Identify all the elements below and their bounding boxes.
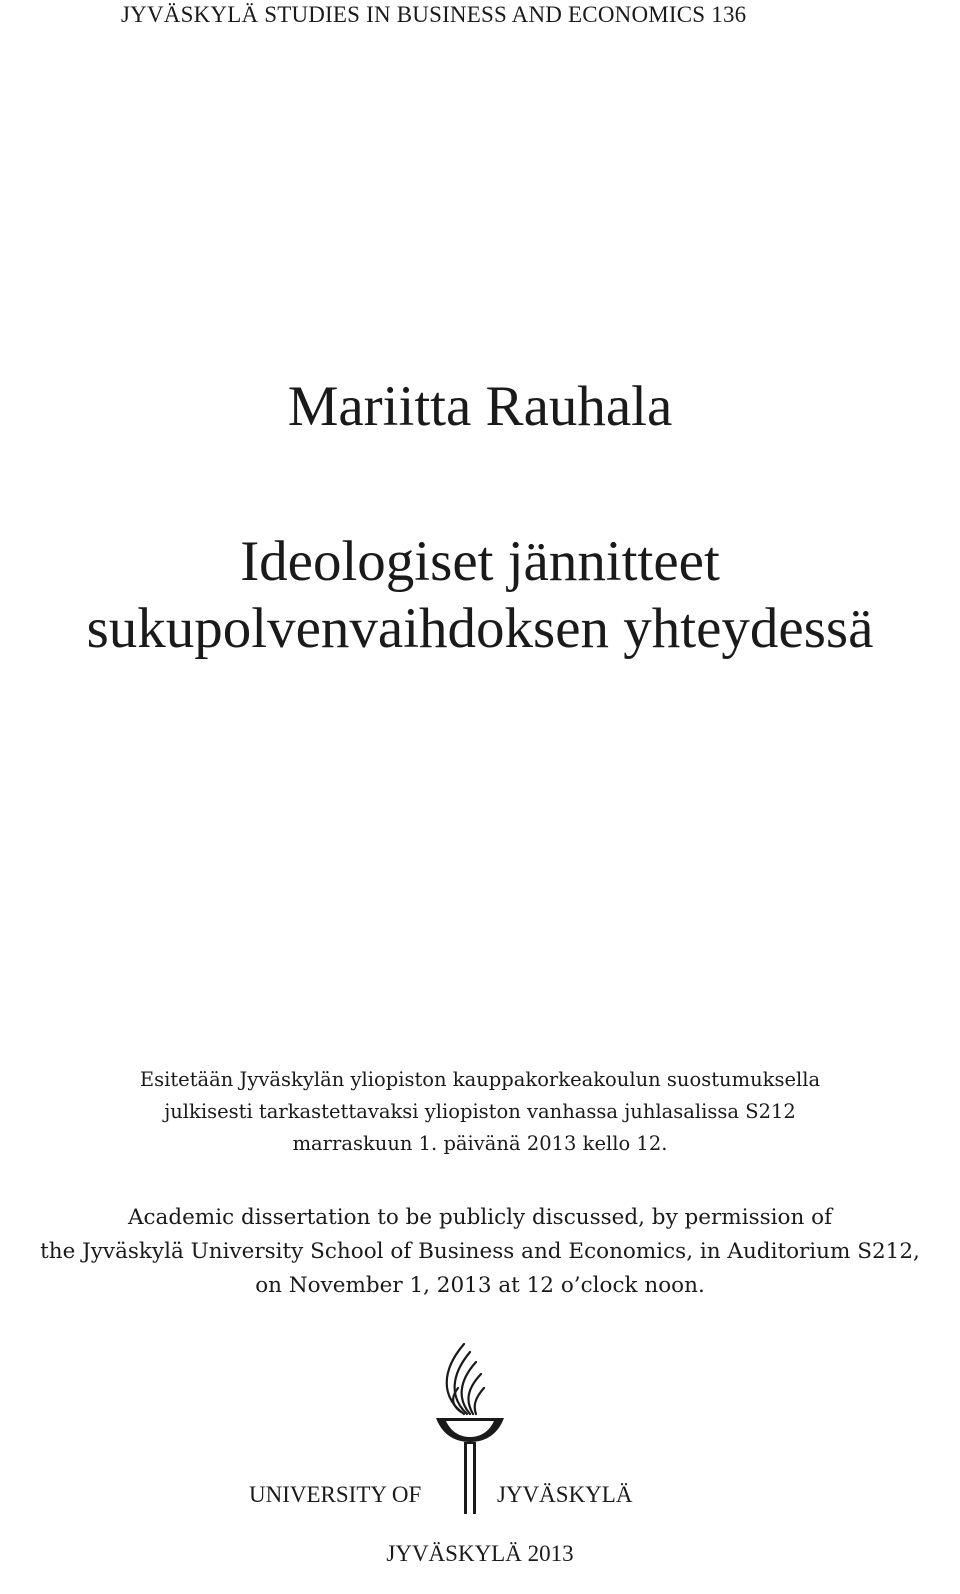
finnish-notice-line-2: julkisesti tarkastettavaksi yliopiston vanhassa juhlasalissa S212 (164, 1100, 796, 1123)
finnish-notice-line-3: marraskuun 1. päivänä 2013 kello 12. (292, 1132, 668, 1155)
series-title: JYVÄSKYLÄ STUDIES IN BUSINESS AND ECONOMICS 136 (121, 2, 747, 27)
author-name: Mariitta Rauhala (287, 375, 673, 438)
dissertation-title (0, 528, 960, 662)
finnish-notice-line-1: Esitetään Jyväskylän yliopiston kauppakorkeakoulun suostumuksella (139, 1068, 821, 1091)
title-line-1: Ideologiset jännitteet (240, 530, 720, 593)
english-notice-line-3: on November 1, 2013 at 12 o’clock noon. (255, 1273, 705, 1298)
university-name-right: JYVÄSKYLÄ (497, 1482, 633, 1507)
english-notice (0, 1201, 960, 1303)
publication-place-year: JYVÄSKYLÄ 2013 (386, 1541, 574, 1566)
finnish-notice (0, 1064, 960, 1160)
english-notice-line-2: the Jyväskylä University School of Business and Economics, in Auditorium S212, (40, 1239, 920, 1264)
title-line-2: sukupolvenvaihdoksen yhteydessä (86, 597, 874, 660)
university-name-left: UNIVERSITY OF (249, 1482, 422, 1507)
english-notice-line-1: Academic dissertation to be publicly discussed, by permission of (127, 1205, 833, 1230)
